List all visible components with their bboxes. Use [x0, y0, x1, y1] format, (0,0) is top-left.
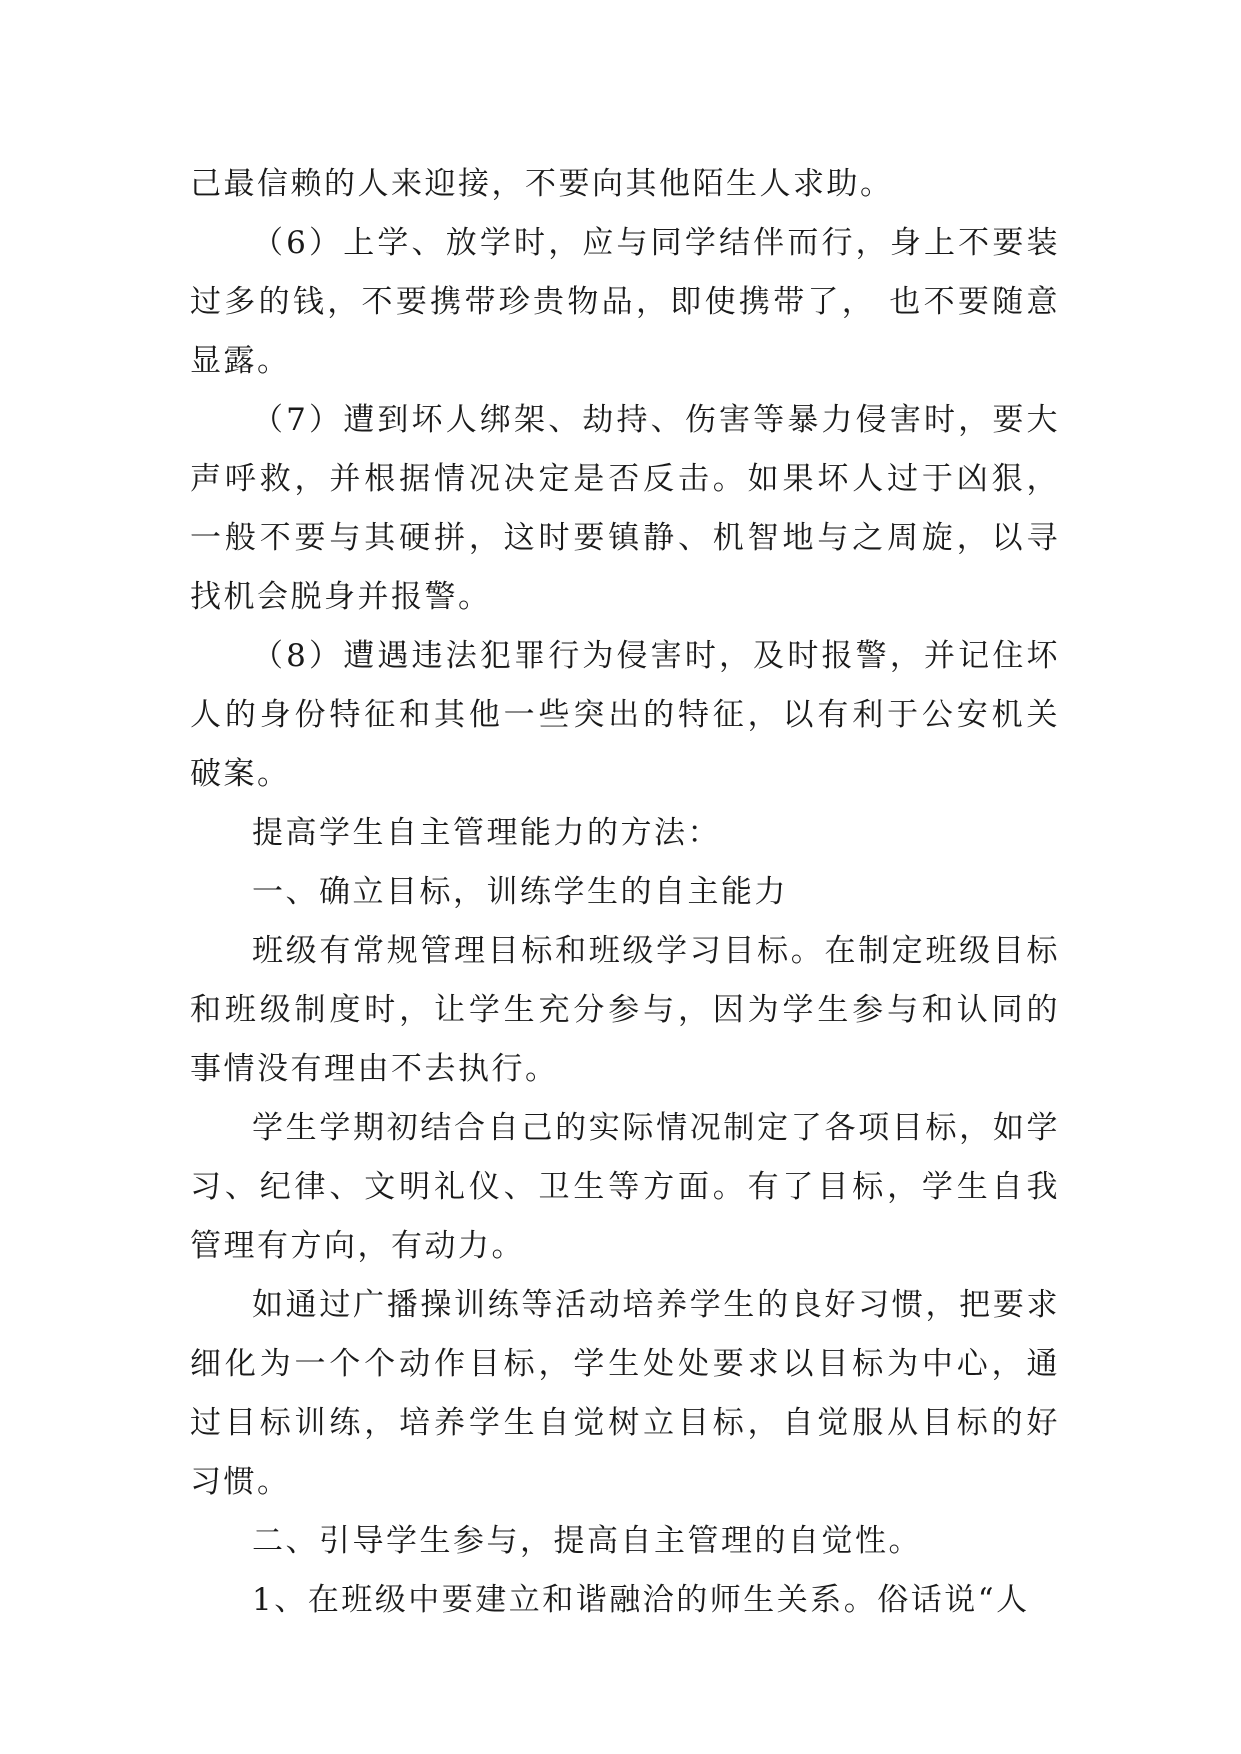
section-heading-2: 二、引导学生参与，提高自主管理的自觉性。 [252, 1523, 922, 1559]
document-body [190, 155, 1060, 1630]
section-intro: 提高学生自主管理能力的方法： [252, 815, 721, 851]
paragraph-4: （8）遭遇违法犯罪行为侵害时，及时报警，并记住坏人的身份特征和其他一些突出的特征，以有利于公安机关破案。 [190, 638, 1060, 792]
paragraph-1: 己最信赖的人来迎接，不要向其他陌生人求助。 [190, 166, 894, 202]
paragraph-8: 1、在班级中要建立和谐融洽的师生关系。俗话说“人 [252, 1582, 1030, 1618]
paragraph-2: （6）上学、放学时，应与同学结伴而行，身上不要装过多的钱，不要携带珍贵物品，即使携带了， 也不要随意显露。 [190, 225, 1060, 379]
paragraph-5: 班级有常规管理目标和班级学习目标。在制定班级目标和班级制度时，让学生充分参与，因为学生参与和认同的事情没有理由不去执行。 [190, 933, 1060, 1087]
paragraph-7: 如通过广播操训练等活动培养学生的良好习惯，把要求细化为一个个动作目标，学生处处要求以目标为中心，通过目标训练，培养学生自觉树立目标，自觉服从目标的好习惯。 [190, 1287, 1060, 1500]
section-heading-1: 一、确立目标，训练学生的自主能力 [252, 874, 788, 910]
paragraph-6: 学生学期初结合自己的实际情况制定了各项目标，如学习、纪律、文明礼仪、卫生等方面。有了目标，学生自我管理有方向，有动力。 [190, 1110, 1060, 1264]
paragraph-3: （7）遭到坏人绑架、劫持、伤害等暴力侵害时，要大声呼救，并根据情况决定是否反击。如果坏人过于凶狠，一般不要与其硬拼，这时要镇静、机智地与之周旋，以寻找机会脱身并报警。 [190, 402, 1060, 615]
